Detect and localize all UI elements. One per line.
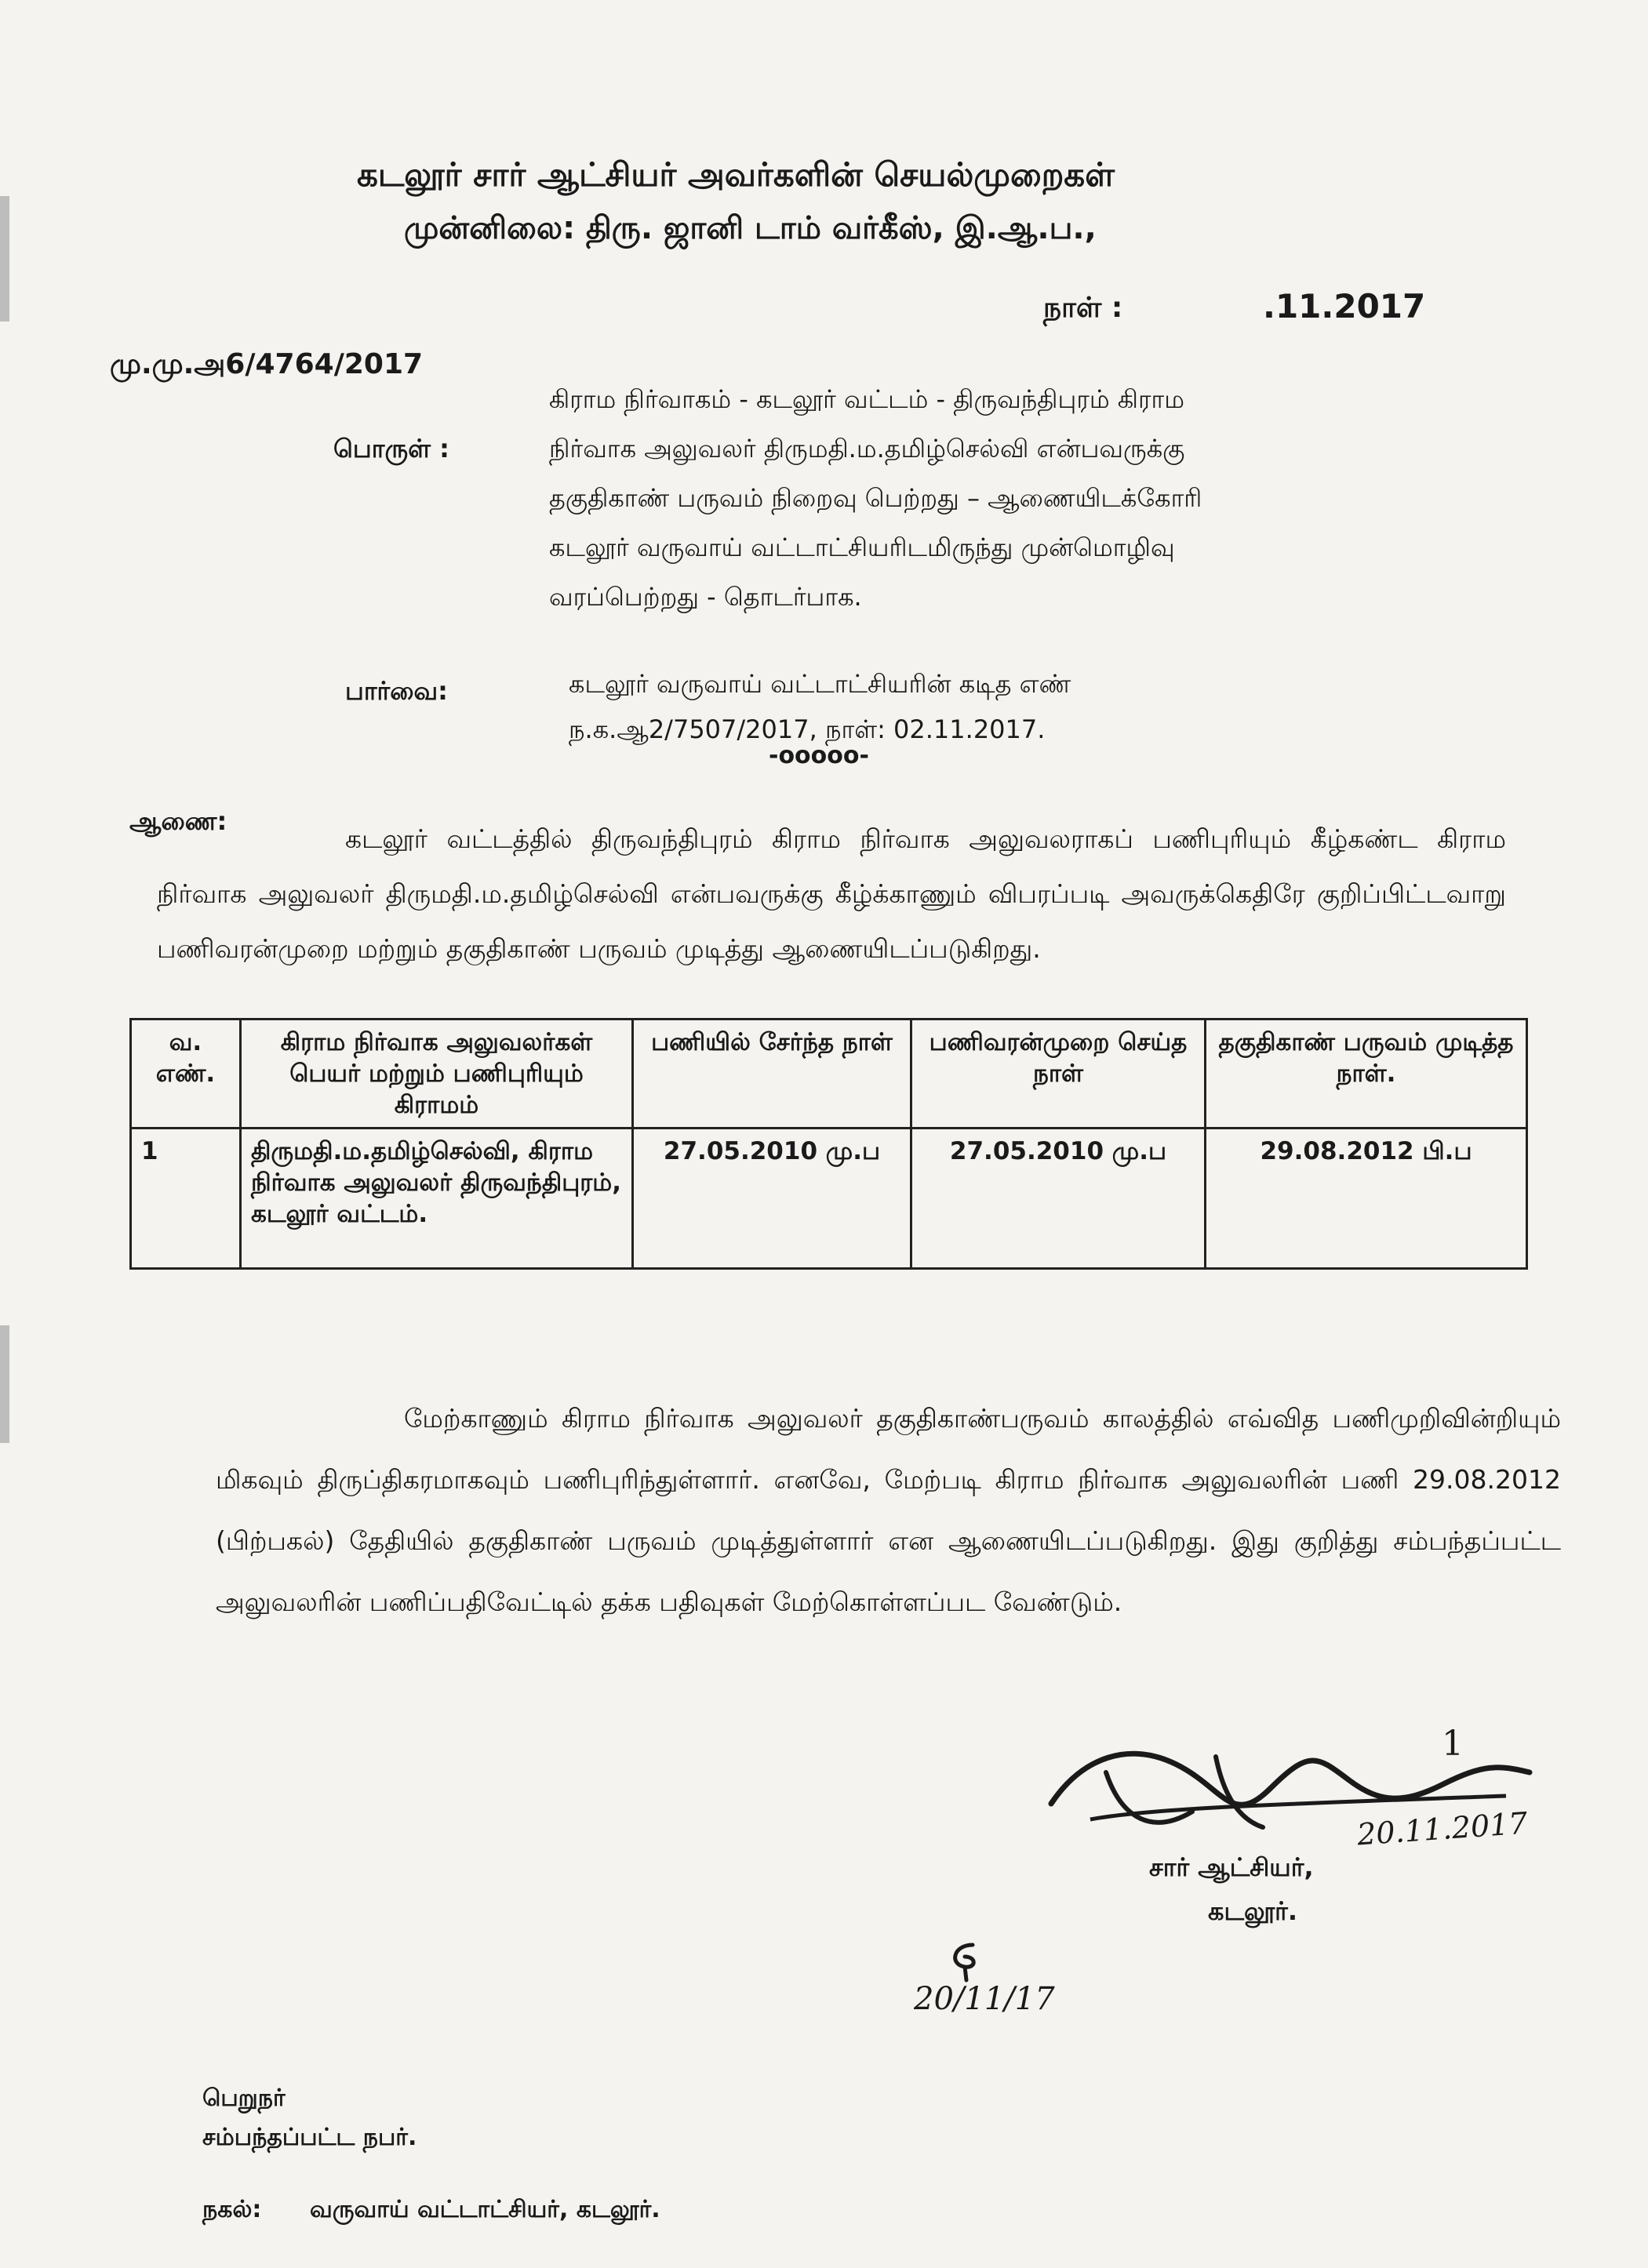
cell-officer-name: திருமதி.ம.தமிழ்செல்வி, கிராம நிர்வாக அலுவலர் திருவந்திபுரம், கடலூர் வட்டம். (241, 1129, 633, 1269)
reference-text (569, 661, 1071, 752)
subject-text (549, 375, 1202, 622)
subject-line: வரப்பெற்றது - தொடர்பாக. (549, 582, 862, 612)
col-joining-date: பணியில் சேர்ந்த நாள் (633, 1020, 911, 1129)
initial-date: 20/11/17 (914, 1981, 1055, 2017)
signatory-place: கடலூர். (1208, 1896, 1297, 1926)
order-label: ஆணை: (129, 806, 227, 836)
order-paragraph: கடலூர் வட்டத்தில் திருவந்திபுரம் கிராம நிர்வாக அலுவலராகப் பணிபுரியும் கீழ்கண்ட கிராம நிர்வாக அலுவலர் திருமதி.ம.தமிழ்செல்வி என்பவருக்கு கீழ்க்காணும் விபரப்படி அவருக்கெதிரே குறிப்பிட்டவாறு பணிவரன்முறை மற்றும் தகுதிகாண் பருவம் முடித்து ஆணையிடப்படுகிறது. (157, 823, 1506, 964)
col-probation-date: தகுதிகாண் பருவம் முடித்த நாள். (1206, 1020, 1527, 1129)
initial-scribble (941, 1937, 988, 1984)
subject-line: தகுதிகாண் பருவம் நிறைவு பெற்றது – ஆணையிடக்கோரி (549, 483, 1202, 513)
copy-recipient: வருவாய் வட்டாட்சியர், கடலூர். (310, 2196, 660, 2223)
recipient: சம்பந்தப்பட்ட நபர். (202, 2124, 417, 2151)
col-regularization-date: பணிவரன்முறை செய்த நாள் (911, 1020, 1206, 1129)
presiding-officer: முன்னிலை: திரு. ஜானி டாம் வர்கீஸ், இ.ஆ.ப., (404, 210, 1097, 246)
subject-line: கிராம நிர்வாகம் - கடலூர் வட்டம் - திருவந்திபுரம் கிராம (549, 384, 1184, 414)
table-header-row (131, 1020, 1527, 1129)
table-row (131, 1129, 1527, 1269)
date-value: .11.2017 (1263, 287, 1426, 325)
closing-paragraph: மேற்காணும் கிராம நிர்வாக அலுவலர் தகுதிகாண்பருவம் காலத்தில் எவ்வித பணிமுறிவின்றியும் மிகவும் திருப்திகரமாகவும் பணிபுரிந்துள்ளார். எனவே, மேற்படி கிராம நிர்வாக அலுவலரின் பணி 29.08.2012 (பிற்பகல்) தேதியில் தகுதிகாண் பருவம் முடித்துள்ளார் என ஆணையிடப்படுகிறது. இது குறித்து சம்பந்தப்பட்ட அலுவலரின் பணிப்பதிவேட்டில் தக்க பதிவுகள் மேற்கொள்ளப்பட வேண்டும். (216, 1403, 1561, 1617)
scan-edge-shadow (0, 196, 9, 322)
reference-line: கடலூர் வருவாய் வட்டாட்சியரின் கடித எண் (569, 669, 1071, 699)
cell-serial: 1 (131, 1129, 241, 1269)
copy-label: நகல்: (202, 2196, 262, 2223)
reference-line: ந.க.ஆ2/7507/2017, நாள்: 02.11.2017. (569, 714, 1046, 744)
subject-line: நிர்வாக அலுவலர் திருமதி.ம.தமிழ்செல்வி என்பவருக்கு (549, 434, 1185, 463)
signatory-title: சார் ஆட்சியர், (1149, 1852, 1314, 1882)
date-label: நாள் : (1043, 292, 1123, 324)
signature-mark: 1 (1442, 1724, 1464, 1764)
cell-probation-date: 29.08.2012 பி.ப (1206, 1129, 1527, 1269)
reference-number: மு.மு.அ6/4764/2017 (110, 348, 424, 380)
subject-line: கடலூர் வருவாய் வட்டாட்சியரிடமிருந்து முன்மொழிவு (549, 532, 1175, 562)
cell-regularization-date: 27.05.2010 மு.ப (911, 1129, 1206, 1269)
col-serial: வ. எண். (131, 1020, 241, 1129)
subject-label: பொருள் : (333, 434, 449, 463)
cell-joining-date: 27.05.2010 மு.ப (633, 1129, 911, 1269)
recipient-label: பெறுநர் (202, 2084, 286, 2112)
scan-edge-shadow (0, 1325, 9, 1443)
separator: -ooooo- (769, 742, 869, 769)
col-officer-name: கிராம நிர்வாக அலுவலர்கள் பெயர் மற்றும் பணிபுரியும் கிராமம் (241, 1020, 633, 1129)
reference-label: பார்வை: (345, 676, 448, 706)
handwritten-date: 20.11.2017 (1355, 1805, 1529, 1852)
appointment-table (129, 1018, 1528, 1270)
office-heading: கடலூர் சார் ஆட்சியர் அவர்களின் செயல்முறைகள் (357, 155, 1115, 194)
